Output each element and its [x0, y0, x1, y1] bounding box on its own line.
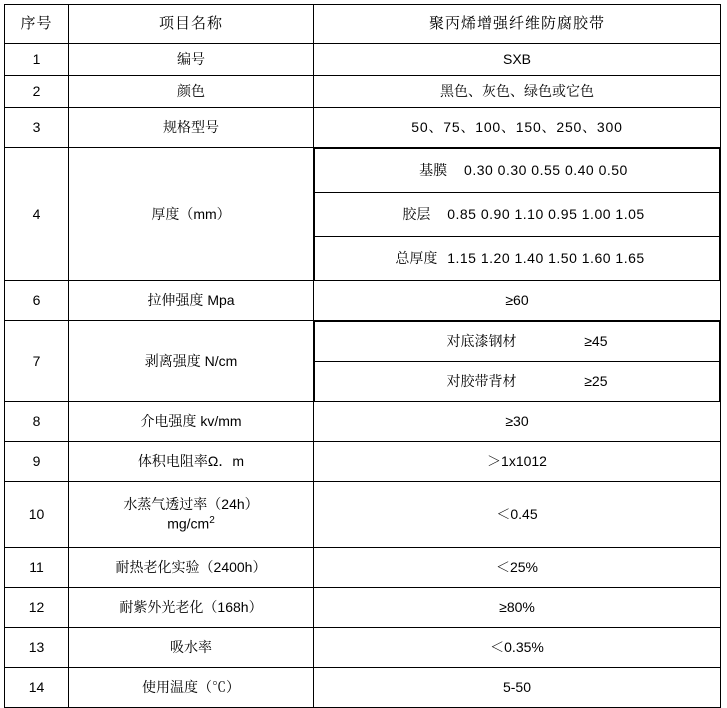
header-cell-no: 序号 [5, 5, 69, 44]
vapor-unit: mg/cm [167, 515, 210, 532]
row-no: 3 [5, 108, 69, 148]
peel-value: ≥25 [584, 373, 608, 390]
row-name: 耐紫外光老化（168h） [69, 588, 314, 628]
thickness-sub-row [315, 237, 720, 281]
row-name: 剥离强度 N/cm [69, 321, 314, 402]
row-value: ≥80% [314, 588, 721, 628]
peel-value: ≥45 [584, 333, 608, 350]
row-value: 黑色、灰色、绿色或它色 [314, 76, 721, 108]
table-row [5, 668, 721, 708]
row-name [69, 482, 314, 548]
peel-line [315, 322, 720, 362]
spec-sheet [0, 4, 727, 696]
table-row-thickness [5, 148, 721, 281]
thickness-values-cell [314, 148, 721, 281]
specification-table [4, 4, 721, 708]
peel-sub-table [314, 321, 720, 401]
vapor-name-line1: 水蒸气透过率（24h） [123, 496, 259, 513]
table-row [5, 76, 721, 108]
row-no: 11 [5, 548, 69, 588]
table-row [5, 44, 721, 76]
header-cell-name: 项目名称 [69, 5, 314, 44]
table-row [5, 548, 721, 588]
header-cell-value: 聚丙烯增强纤维防腐胶带 [314, 5, 721, 44]
row-value: ＜0.35% [314, 628, 721, 668]
row-no: 12 [5, 588, 69, 628]
row-no: 4 [5, 148, 69, 281]
vapor-unit-exponent: 2 [209, 515, 215, 527]
row-name: 耐热老化实验（2400h） [69, 548, 314, 588]
table-row [5, 402, 721, 442]
vapor-name-line2 [73, 514, 309, 534]
thickness-line [315, 149, 720, 193]
row-name: 体积电阻率Ω．m [69, 442, 314, 482]
thickness-label: 总厚度 [395, 250, 438, 267]
thickness-label: 基膜 [419, 162, 448, 179]
row-no: 13 [5, 628, 69, 668]
row-no: 14 [5, 668, 69, 708]
row-value: ＞1x1012 [314, 442, 721, 482]
row-no: 10 [5, 482, 69, 548]
thickness-values: 1.15 1.20 1.40 1.50 1.60 1.65 [447, 250, 645, 267]
row-value: SXB [314, 44, 721, 76]
row-value: ≥30 [314, 402, 721, 442]
thickness-sub-table [314, 148, 720, 280]
table-header-row [5, 5, 721, 44]
row-no: 7 [5, 321, 69, 402]
table-row [5, 108, 721, 148]
row-no: 2 [5, 76, 69, 108]
row-name: 厚度（mm） [69, 148, 314, 281]
row-value: 50、75、100、150、250、300 [314, 108, 721, 148]
row-no: 9 [5, 442, 69, 482]
thickness-values: 0.30 0.30 0.55 0.40 0.50 [464, 162, 628, 179]
peel-label: 对胶带背材 [446, 373, 517, 390]
row-name: 编号 [69, 44, 314, 76]
row-name: 规格型号 [69, 108, 314, 148]
row-value: ＜0.45 [314, 482, 721, 548]
thickness-line [315, 193, 720, 237]
row-name: 颜色 [69, 76, 314, 108]
table-row-peel [5, 321, 721, 402]
thickness-label: 胶层 [402, 206, 431, 223]
row-name: 拉伸强度 Mpa [69, 281, 314, 321]
table-row [5, 588, 721, 628]
table-row [5, 628, 721, 668]
table-row [5, 281, 721, 321]
peel-values-cell [314, 321, 721, 402]
row-no: 6 [5, 281, 69, 321]
row-name: 介电强度 kv/mm [69, 402, 314, 442]
peel-sub-row [315, 362, 720, 402]
thickness-values: 0.85 0.90 1.10 0.95 1.00 1.05 [447, 206, 645, 223]
row-value: 5-50 [314, 668, 721, 708]
row-no: 1 [5, 44, 69, 76]
thickness-line [315, 237, 720, 281]
table-row [5, 442, 721, 482]
row-no: 8 [5, 402, 69, 442]
peel-label: 对底漆钢材 [446, 333, 517, 350]
thickness-sub-row [315, 193, 720, 237]
thickness-sub-row [315, 149, 720, 193]
row-name: 使用温度（℃） [69, 668, 314, 708]
peel-sub-row [315, 322, 720, 362]
peel-line [315, 362, 720, 402]
table-row-vapor [5, 482, 721, 548]
row-name: 吸水率 [69, 628, 314, 668]
row-value: ≥60 [314, 281, 721, 321]
row-value: ＜25% [314, 548, 721, 588]
